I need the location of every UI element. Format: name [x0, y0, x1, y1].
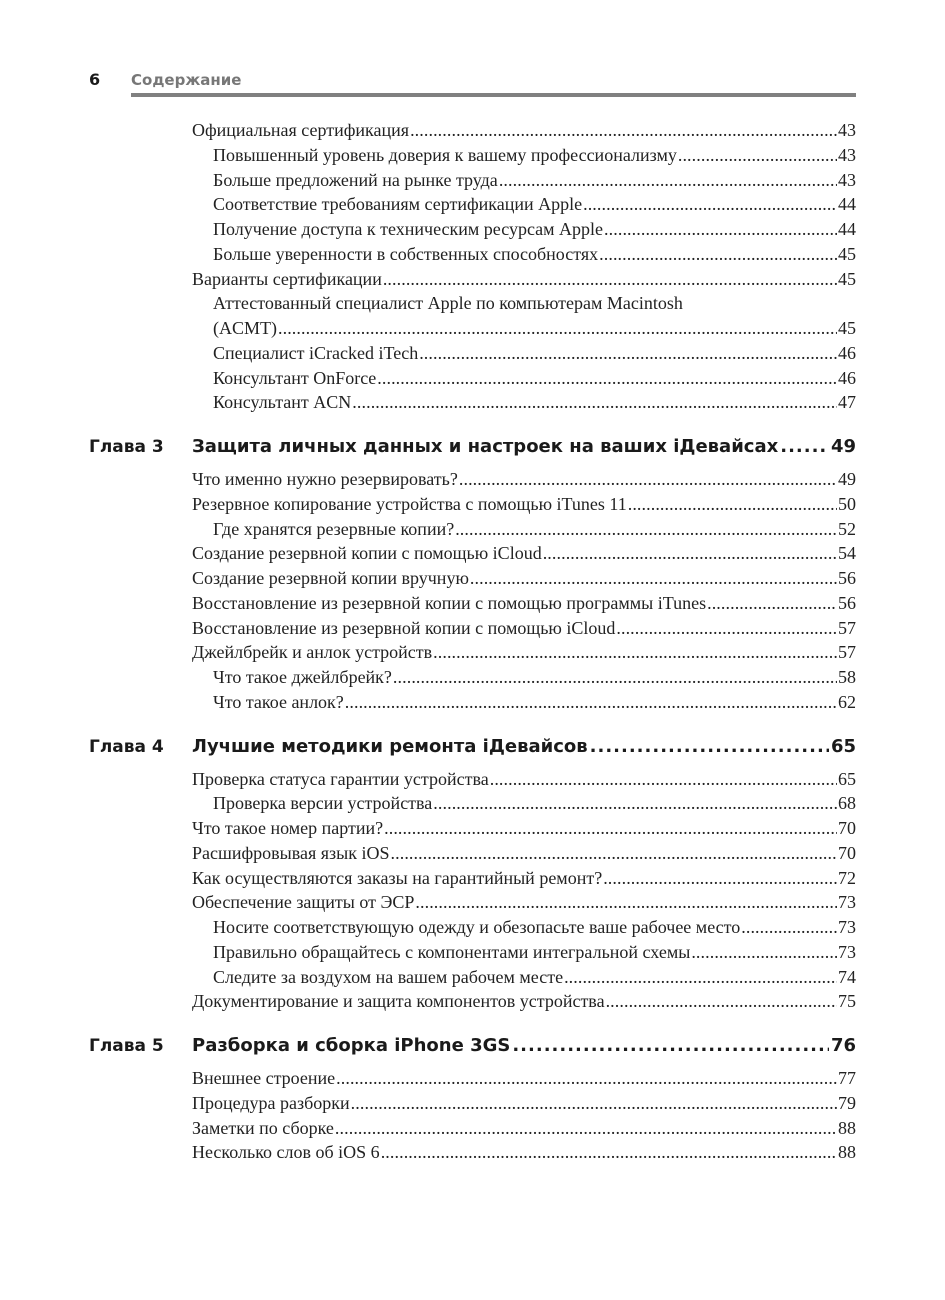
toc-entry-title: Носите соответствующую одежду и обезопасьте ваше рабочее место: [213, 917, 741, 937]
toc-entry: [213, 517, 856, 542]
toc-entry-title: Что именно нужно резервировать?: [192, 469, 458, 489]
dot-leader: [391, 841, 837, 866]
toc-entry-title: Заметки по сборке: [192, 1117, 334, 1138]
toc-entry: [213, 940, 856, 965]
toc-entry-page: 73: [838, 941, 856, 962]
toc-entry-page: 57: [838, 642, 856, 663]
chapter-label: Глава 4: [89, 736, 164, 757]
dot-leader: [383, 267, 837, 292]
toc-entry-page: 57: [838, 617, 856, 638]
dot-leader: [616, 616, 837, 641]
toc-entry-title: Консультант ACN: [213, 392, 352, 413]
toc-entry: [213, 143, 856, 168]
toc-entry-title: Создание резервной копии с помощью iCloud: [192, 543, 542, 564]
toc-entry-title: Соответствие требованиям сертификации Apple: [213, 194, 583, 215]
dot-leader: [499, 168, 837, 193]
toc-entry: [192, 866, 856, 891]
dot-leader: [410, 118, 837, 143]
toc-entry-page: 77: [838, 1068, 856, 1088]
toc-entry: [192, 816, 856, 841]
toc-entry-page: 65: [838, 768, 856, 789]
page-header: [89, 68, 856, 98]
toc-entry: [192, 591, 856, 616]
dot-leader: [599, 242, 837, 267]
chapter-title: Защита личных данных и настроек на ваших iДевайсах: [192, 436, 779, 457]
dot-leader: [419, 341, 837, 366]
chapter-label: Глава 3: [89, 437, 164, 457]
toc-entry-title: Следите за воздухом на вашем рабочем месте: [213, 966, 564, 987]
toc-entry: [192, 890, 856, 915]
toc-entry: [192, 1091, 856, 1116]
toc-entry: [213, 217, 856, 242]
toc-entry-title: Что такое номер партии?: [192, 818, 384, 838]
toc-entry-title: Больше уверенности в собственных способностях: [213, 243, 599, 264]
toc-entry: [192, 541, 856, 566]
dot-leader: [336, 1066, 837, 1091]
toc-entry: [213, 291, 856, 316]
toc-entry-page: 74: [838, 966, 856, 987]
dot-leader: [564, 965, 837, 990]
dot-leader: [606, 989, 837, 1014]
toc-entry-title: Создание резервной копии вручную: [192, 568, 469, 588]
toc-entry-page: 79: [838, 1092, 856, 1113]
dot-leader: [278, 316, 837, 341]
toc-entry-title: Официальная сертификация: [192, 120, 410, 140]
dot-leader: [707, 591, 837, 616]
dot-leader: [470, 566, 837, 591]
chapter-heading: [89, 429, 856, 465]
dot-leader: [381, 1140, 837, 1165]
toc-entry-page: 49: [838, 469, 856, 489]
toc-entry: [213, 168, 856, 193]
toc-entry-page: 52: [838, 518, 856, 539]
toc-entry-page: 73: [838, 917, 856, 937]
toc-entry: [213, 316, 856, 341]
dot-leader: [351, 1091, 837, 1116]
chapter-title: Разборка и сборка iPhone 3GS: [192, 1035, 511, 1056]
chapter-heading: [89, 729, 856, 765]
dot-leader: [352, 390, 837, 415]
toc-entry: [213, 915, 856, 940]
toc-entry: [192, 767, 856, 792]
toc-entry-title: Специалист iCracked iTech: [213, 342, 419, 363]
toc-entry-page: 43: [838, 169, 856, 190]
dot-leader: [490, 767, 837, 792]
toc-entry-page: 56: [838, 592, 856, 613]
dot-leader: [377, 366, 837, 391]
toc-entry-page: 45: [838, 318, 856, 338]
toc-entry: [192, 616, 856, 641]
toc-entry-title: Аттестованный специалист Apple по компьютерам Macintosh: [213, 293, 683, 314]
chapter-label: Глава 5: [89, 1036, 164, 1056]
toc-entry: [213, 791, 856, 816]
toc-entry-page: 70: [838, 818, 856, 838]
toc-entry-page: 54: [838, 543, 856, 564]
toc-entry-title: Как осуществляются заказы на гарантийный ремонт?: [192, 867, 603, 888]
dot-leader: [603, 866, 837, 891]
toc-entry-page: 46: [838, 342, 856, 363]
dot-leader: [393, 665, 837, 690]
dot-leader: [455, 517, 837, 542]
toc-entry: [192, 1066, 856, 1091]
toc-entry-title: Обеспечение защиты от ЭСР: [192, 892, 415, 913]
toc-entry-page: 43: [838, 144, 856, 165]
toc-entry-page: 45: [838, 268, 856, 289]
toc-entry: [192, 1140, 856, 1165]
dot-leader: [345, 690, 837, 715]
toc-entry-title: Расшифровывая язык iOS: [192, 842, 390, 863]
toc-entry-page: 44: [838, 194, 856, 215]
dot-leader: [590, 729, 829, 765]
dot-leader: [628, 492, 837, 517]
dot-leader: [433, 791, 837, 816]
toc-entry: [213, 366, 856, 391]
chapter-title: Лучшие методики ремонта iДевайсов: [192, 735, 588, 757]
toc-entry: [192, 467, 856, 492]
toc-entry-title: Варианты сертификации: [192, 268, 382, 289]
toc-entry-page: 70: [838, 842, 856, 863]
toc-entry-page: 56: [838, 568, 856, 588]
dot-leader: [335, 1116, 837, 1141]
toc-entry-title: Резервное копирование устройства с помощью iTunes 11: [192, 493, 627, 514]
dot-leader: [543, 541, 837, 566]
toc-entry: [213, 965, 856, 990]
dot-leader: [415, 890, 837, 915]
toc-entry: [213, 665, 856, 690]
toc-entry-page: 46: [838, 367, 856, 388]
toc-entry: [192, 1116, 856, 1141]
toc-entry-title: Повышенный уровень доверия к вашему профессионализму: [213, 144, 677, 165]
chapter-page: 65: [830, 735, 856, 757]
toc-entry-page: 72: [838, 867, 856, 888]
toc-entry-page: 88: [838, 1117, 856, 1138]
running-title: Содержание: [131, 71, 242, 89]
toc-entry-title: Что такое джейлбрейк?: [213, 667, 392, 687]
toc-entry: [192, 118, 856, 143]
chapter-page: 49: [830, 436, 856, 457]
toc-entry-page: 73: [838, 892, 856, 913]
toc-entry-title: Где хранятся резервные копии?: [213, 518, 455, 539]
toc-entry-page: 58: [838, 667, 856, 687]
toc-entry-title: Восстановление из резервной копии с помощью iCloud: [192, 617, 616, 638]
toc-entry-title: Получение доступа к техническим ресурсам Apple: [213, 219, 604, 239]
toc-entry-title: Больше предложений на рынке труда: [213, 169, 498, 190]
toc-entry-page: 43: [838, 120, 856, 140]
toc-entry: [192, 267, 856, 292]
dot-leader: [604, 217, 837, 242]
toc-entry-title: (ACMT): [213, 318, 277, 338]
toc-entry: [192, 566, 856, 591]
toc-entry-page: 68: [838, 793, 856, 814]
table-of-contents: [89, 118, 856, 1165]
toc-entry-title: Внешнее строение: [192, 1068, 336, 1088]
chapter-page: 76: [830, 1035, 856, 1056]
toc-entry-page: 50: [838, 493, 856, 514]
dot-leader: [780, 429, 829, 465]
toc-entry-title: Консультант OnForce: [213, 367, 377, 388]
toc-entry-title: Восстановление из резервной копии с помощью программы iTunes: [192, 592, 707, 613]
toc-entry: [192, 492, 856, 517]
toc-entry: [213, 690, 856, 715]
toc-entry: [213, 341, 856, 366]
toc-entry-page: 62: [838, 691, 856, 712]
toc-entry: [213, 390, 856, 415]
toc-entry-title: Проверка статуса гарантии устройства: [192, 768, 489, 789]
page-number: 6: [89, 70, 101, 89]
dot-leader: [433, 640, 837, 665]
chapter-heading: [89, 1028, 856, 1064]
toc-entry-title: Правильно обращайтесь с компонентами интегральной схемы: [213, 941, 691, 962]
header-rule: [131, 93, 856, 97]
dot-leader: [512, 1028, 829, 1064]
toc-entry-title: Проверка версии устройства: [213, 793, 433, 814]
toc-entry-page: 45: [838, 243, 856, 264]
toc-entry-page: 47: [838, 392, 856, 413]
toc-entry: [192, 989, 856, 1014]
toc-entry-title: Джейлбрейк и анлок устройств: [192, 642, 433, 663]
dot-leader: [741, 915, 837, 940]
toc-entry: [213, 242, 856, 267]
toc-entry-title: Что такое анлок?: [213, 691, 344, 712]
dot-leader: [691, 940, 837, 965]
toc-entry-page: 44: [838, 219, 856, 239]
toc-entry-page: 88: [838, 1142, 856, 1163]
dot-leader: [459, 467, 837, 492]
toc-entry-title: Документирование и защита компонентов устройства: [192, 991, 605, 1012]
toc-entry-title: Процедура разборки: [192, 1092, 350, 1113]
dot-leader: [583, 192, 837, 217]
toc-entry: [192, 841, 856, 866]
toc-entry-page: 75: [838, 991, 856, 1012]
toc-entry: [213, 192, 856, 217]
toc-entry-title: Несколько слов об iOS 6: [192, 1142, 380, 1163]
toc-entry: [192, 640, 856, 665]
dot-leader: [384, 816, 837, 841]
dot-leader: [678, 143, 837, 168]
